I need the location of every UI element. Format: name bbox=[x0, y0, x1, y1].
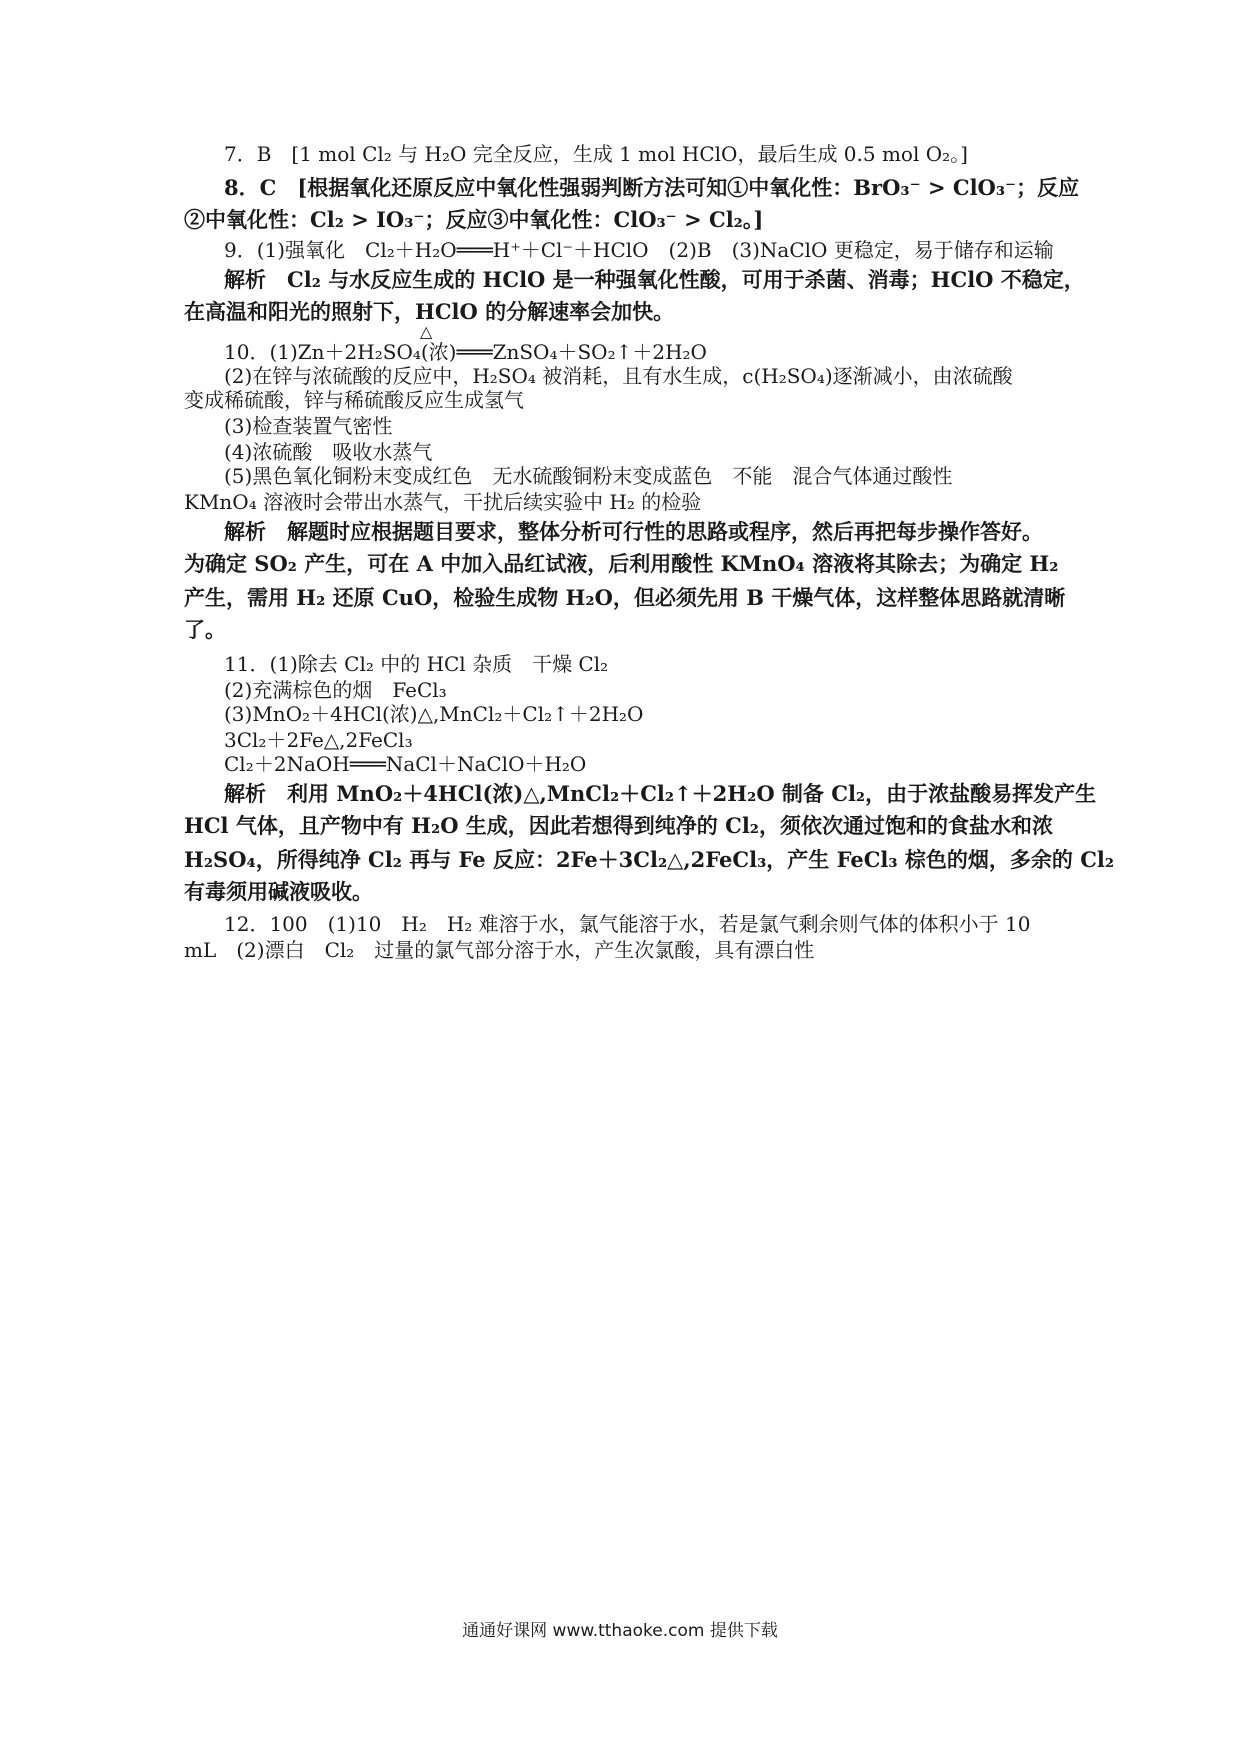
footer-source: 通通好课网 www.tthaoke.com 提供下载 bbox=[462, 1621, 778, 1641]
answer-11-3-eq2: 3Cl₂＋2Fe△,2FeCl₃ bbox=[224, 728, 413, 752]
analysis-10-line4: 了。 bbox=[184, 617, 226, 642]
answer-9: 9．(1)强氧化 Cl₂＋H₂O═══H⁺＋Cl⁻＋HClO (2)B (3)NaClO 更稳定，易于储存和运输 bbox=[224, 238, 1054, 262]
answer-10-4: (4)浓硫酸 吸收水蒸气 bbox=[224, 440, 433, 464]
analysis-9-line2: 在高温和阳光的照射下，HClO 的分解速率会加快。 bbox=[184, 299, 675, 324]
answer-7: 7．B [1 mol Cl₂ 与 H₂O 完全反应，生成 1 mol HClO，最后生成 0.5 mol O₂。] bbox=[224, 142, 968, 166]
answer-11-1: 11．(1)除去 Cl₂ 中的 HCl 杂质 干燥 Cl₂ bbox=[224, 652, 609, 676]
answer-10-3: (3)检查装置气密性 bbox=[224, 414, 393, 438]
analysis-10-line1: 解析 解题时应根据题目要求，整体分析可行性的思路或程序，然后再把每步操作答好。 bbox=[224, 519, 1043, 544]
answer-8-line2: ②中氧化性：Cl₂ > IO₃⁻；反应③中氧化性：ClO₃⁻ > Cl₂。] bbox=[184, 207, 764, 232]
answer-10-2-line1: (2)在锌与浓硫酸的反应中，H₂SO₄ 被消耗，且有水生成，c(H₂SO₄)逐渐减小，由浓硫酸 bbox=[224, 364, 1013, 388]
answer-12-line2: mL (2)漂白 Cl₂ 过量的氯气部分溶于水，产生次氯酸，具有漂白性 bbox=[184, 938, 815, 962]
analysis-10-line2: 为确定 SO₂ 产生，可在 A 中加入品红试液，后利用酸性 KMnO₄ 溶液将其除去；为确定 H₂ bbox=[184, 551, 1059, 576]
answer-11-3-eq3: Cl₂＋2NaOH═══NaCl＋NaClO＋H₂O bbox=[224, 752, 587, 776]
analysis-9-line1: 解析 Cl₂ 与水反应生成的 HClO 是一种强氧化性酸，可用于杀菌、消毒；HClO 不稳定， bbox=[224, 267, 1085, 292]
answer-10-5-line1: (5)黑色氧化铜粉末变成红色 无水硫酸铜粉末变成蓝色 不能 混合气体通过酸性 bbox=[224, 464, 953, 488]
answer-8-line1: 8．C [根据氧化还原反应中氧化性强弱判断方法可知①中氧化性：BrO₃⁻ > ClO₃⁻；反应 bbox=[224, 175, 1080, 200]
reaction-heat-symbol: △ bbox=[420, 322, 433, 341]
answer-11-3-eq1: (3)MnO₂＋4HCl(浓)△,MnCl₂＋Cl₂↑＋2H₂O bbox=[224, 702, 644, 726]
answer-10-2-line2: 变成稀硫酸，锌与稀硫酸反应生成氢气 bbox=[184, 388, 524, 412]
analysis-11-line3: H₂SO₄，所得纯净 Cl₂ 再与 Fe 反应：2Fe＋3Cl₂△,2FeCl₃，产生 FeCl₃ 棕色的烟，多余的 Cl₂ bbox=[184, 847, 1115, 872]
analysis-11-line4: 有毒须用碱液吸收。 bbox=[184, 879, 373, 904]
answer-10-5-line2: KMnO₄ 溶液时会带出水蒸气，干扰后续实验中 H₂ 的检验 bbox=[184, 490, 702, 514]
analysis-11-line1: 解析 利用 MnO₂＋4HCl(浓)△,MnCl₂＋Cl₂↑＋2H₂O 制备 Cl₂，由于浓盐酸易挥发产生 bbox=[224, 781, 1097, 806]
analysis-11-line2: HCl 气体，且产物中有 H₂O 生成，因此若想得到纯净的 Cl₂，须依次通过饱和的食盐水和浓 bbox=[184, 813, 1053, 838]
analysis-10-line3: 产生，需用 H₂ 还原 CuO，检验生成物 H₂O，但必须先用 B 干燥气体，这样整体思路就清晰 bbox=[184, 585, 1066, 610]
equation-text: 10．(1)Zn＋2H₂SO₄(浓)═══ZnSO₄＋SO₂↑＋2H₂O bbox=[224, 340, 707, 364]
answer-11-2: (2)充满棕色的烟 FeCl₃ bbox=[224, 678, 447, 702]
answer-12-line1: 12．100 (1)10 H₂ H₂ 难溶于水，氯气能溶于水，若是氯气剩余则气体的体积小于 10 bbox=[224, 912, 1031, 936]
